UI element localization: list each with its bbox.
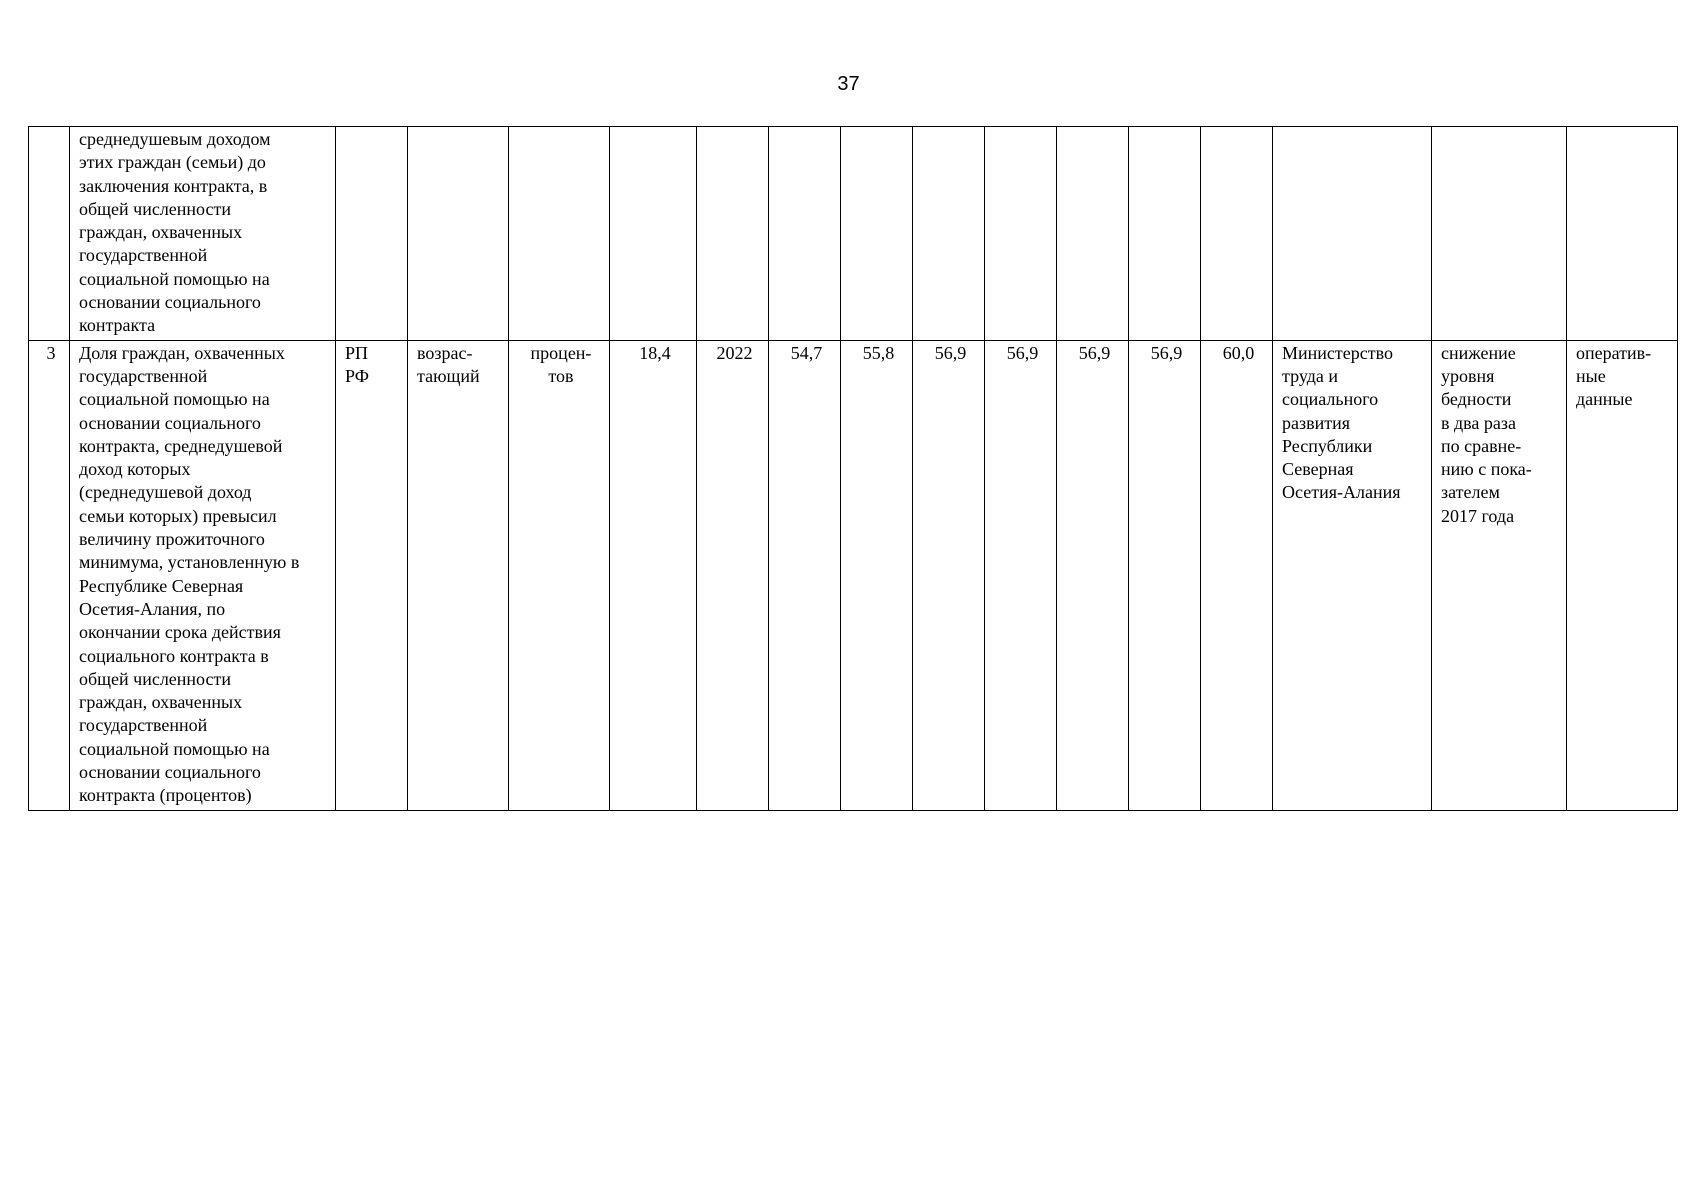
cell-indicator-name: среднедушевым доходом этих граждан (семьи) до заключения контракта, в общей численности граждан, охваченных государственной социальной помощью на основании социального контракта	[70, 127, 336, 341]
cell-base-value	[610, 127, 697, 341]
cell-level: РП РФ	[336, 340, 408, 810]
cell-value-7: 60,0	[1201, 340, 1273, 810]
table-row	[29, 340, 1678, 810]
cell-base-year	[697, 127, 769, 341]
cell-value-2	[841, 127, 913, 341]
table-row	[29, 127, 1678, 341]
cell-value-5: 56,9	[1057, 340, 1129, 810]
cell-value-3	[913, 127, 985, 341]
cell-trend	[408, 127, 509, 341]
cell-number	[29, 127, 70, 341]
cell-source: оператив- ные данные	[1567, 340, 1678, 810]
cell-value-1	[769, 127, 841, 341]
cell-value-4	[985, 127, 1057, 341]
cell-level	[336, 127, 408, 341]
cell-base-year: 2022	[697, 340, 769, 810]
cell-value-6: 56,9	[1129, 340, 1201, 810]
cell-unit	[509, 127, 610, 341]
cell-responsible	[1273, 127, 1432, 341]
indicator-table	[28, 126, 1678, 811]
cell-value-1: 54,7	[769, 340, 841, 810]
cell-value-2: 55,8	[841, 340, 913, 810]
cell-indicator-name: Доля граждан, охваченных государственной социальной помощью на основании социального контракта, среднедушевой доход которых (среднедушевой доход семьи которых) превысил величину прожиточного минимума, установленную в Республике Северная Осетия-Алания, по окончании срока действия социального контракта в общей численности граждан, охваченных государственной социальной помощью на основании социального контракта (процентов)	[70, 340, 336, 810]
cell-trend: возрас- тающий	[408, 340, 509, 810]
page-number: 37	[837, 73, 860, 95]
cell-link: снижение уровня бедности в два раза по сравне- нию с пока- зателем 2017 года	[1432, 340, 1567, 810]
cell-value-4: 56,9	[985, 340, 1057, 810]
cell-number: 3	[29, 340, 70, 810]
cell-unit: процен- тов	[509, 340, 610, 810]
cell-link	[1432, 127, 1567, 341]
cell-base-value: 18,4	[610, 340, 697, 810]
cell-responsible: Министерство труда и социального развития Республики Северная Осетия-Алания	[1273, 340, 1432, 810]
cell-source	[1567, 127, 1678, 341]
cell-value-3: 56,9	[913, 340, 985, 810]
cell-value-6	[1129, 127, 1201, 341]
cell-value-5	[1057, 127, 1129, 341]
cell-value-7	[1201, 127, 1273, 341]
